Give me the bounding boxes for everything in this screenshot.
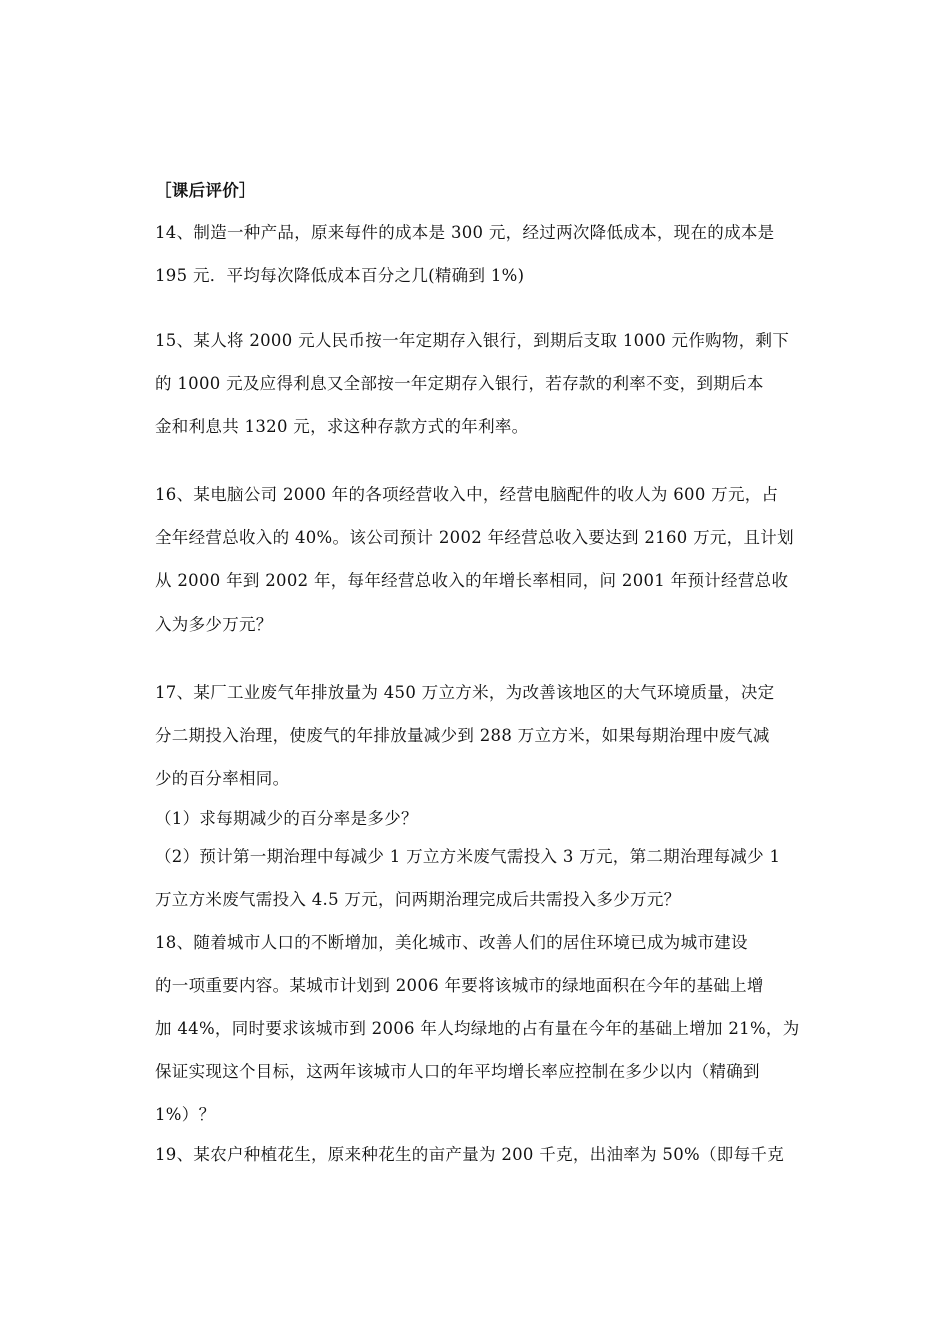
section-title: ［课后评价］ (155, 181, 256, 200)
q16-line3: 从 2000 年到 2002 年，每年经营总收入的年增长率相同，问 2001 年预计经营总收 (155, 571, 789, 590)
q18-line5: 1%）？ (155, 1105, 216, 1124)
q18-line1: 18、随着城市人口的不断增加，美化城市、改善人们的居住环境已成为城市建设 (155, 933, 748, 952)
q17-line3: 少的百分率相同。 (155, 769, 290, 788)
q14-line1: 14、制造一种产品，原来每件的成本是 300 元，经过两次降低成本，现在的成本是 (155, 223, 775, 242)
q19-line1: 19、某农户种植花生，原来种花生的亩产量为 200 千克，出油率为 50%（即每千克 (155, 1145, 784, 1164)
q17-sub1: （1）求每期减少的百分率是多少？ (155, 809, 418, 828)
q16-line2: 全年经营总收入的 40%。该公司预计 2002 年经营总收入要达到 2160 万元，且计划 (155, 528, 794, 547)
q17-sub2-line1: （2）预计第一期治理中每减少 1 万立方米废气需投入 3 万元，第二期治理每减少 1 (155, 847, 781, 866)
q18-line4: 保证实现这个目标，这两年该城市人口的年平均增长率应控制在多少以内（精确到 (155, 1062, 760, 1081)
q18-line2: 的一项重要内容。某城市计划到 2006 年要将该城市的绿地面积在今年的基础上增 (155, 976, 764, 995)
q14-line2: 195 元．平均每次降低成本百分之几(精确到 1%) (155, 266, 525, 285)
q15-line1: 15、某人将 2000 元人民币按一年定期存入银行，到期后支取 1000 元作购物，剩下 (155, 331, 790, 350)
q17-line1: 17、某厂工业废气年排放量为 450 万立方米，为改善该地区的大气环境质量，决定 (155, 683, 775, 702)
q16-line1: 16、某电脑公司 2000 年的各项经营收入中，经营电脑配件的收人为 600 万元，占 (155, 485, 779, 504)
q17-line2: 分二期投入治理，使废气的年排放量减少到 288 万立方米，如果每期治理中废气减 (155, 726, 770, 745)
q17-sub2-line2: 万立方米废气需投入 4.5 万元，问两期治理完成后共需投入多少万元？ (155, 890, 681, 909)
q16-line4: 入为多少万元？ (155, 615, 273, 634)
q15-line2: 的 1000 元及应得利息又全部按一年定期存入银行，若存款的利率不变，到期后本 (155, 374, 764, 393)
q18-line3: 加 44%，同时要求该城市到 2006 年人均绿地的占有量在今年的基础上增加 21%，为 (155, 1019, 800, 1038)
q15-line3: 金和利息共 1320 元，求这种存款方式的年利率。 (155, 417, 529, 436)
